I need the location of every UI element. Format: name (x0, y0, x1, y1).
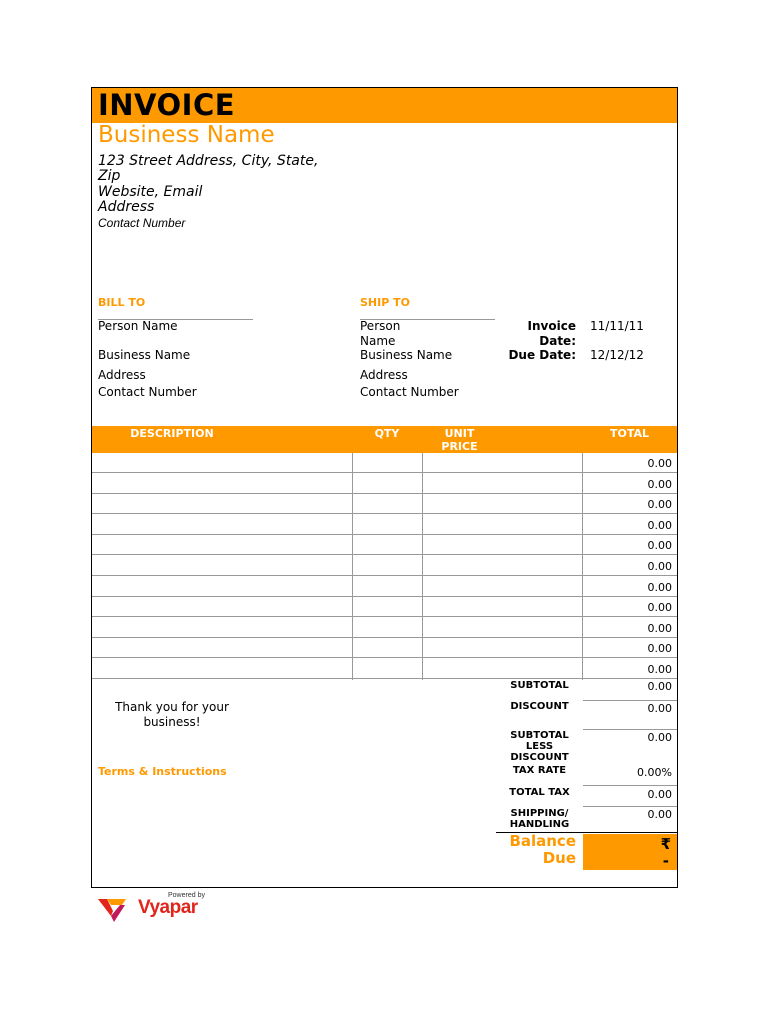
vyapar-mark-icon (98, 895, 128, 923)
table-row (92, 659, 677, 679)
bill-to-contact: Contact Number (98, 385, 197, 399)
table-row (92, 618, 677, 638)
due-date-label: Due Date: (508, 348, 576, 362)
subtotal-label: SUBTOTAL (510, 680, 569, 691)
row-total: 0.00 (647, 642, 672, 656)
balance-value: - (662, 852, 669, 870)
col-qty: QTY (374, 427, 400, 440)
subtotal-divider (583, 700, 677, 701)
website-line-2: Address (98, 199, 155, 215)
balance-label-2: Due (542, 849, 576, 867)
shipping-line-2: HANDLING (509, 819, 570, 830)
col-total: TOTAL (609, 427, 650, 440)
title-bar (92, 88, 677, 123)
table-row (92, 453, 677, 473)
row-total: 0.00 (647, 457, 672, 470)
shipping-line-1: SHIPPING/ (510, 808, 569, 819)
row-total: 0.00 (647, 663, 672, 676)
ship-to-person-1: Person (360, 319, 401, 333)
ship-to-business: Business Name (360, 348, 453, 362)
total-tax-label: TOTAL TAX (509, 787, 570, 798)
invoice-title: INVOICE (98, 88, 236, 122)
address-line-2: Zip (98, 168, 121, 184)
contact-number: Contact Number (98, 216, 186, 230)
table-row (92, 474, 677, 494)
discount-divider (583, 729, 677, 730)
row-total: 0.00 (647, 621, 672, 635)
col-unit-price-2: PRICE (441, 440, 478, 453)
tax-rate-divider (583, 785, 677, 786)
subtotal-less-line-1: SUBTOTAL (510, 730, 569, 741)
table-row (92, 556, 677, 576)
thank-you-line-2: business! (143, 715, 201, 729)
bill-to-label: BILL TO (98, 296, 146, 309)
thank-you-line-1: Thank you for your (115, 700, 229, 714)
col-description: DESCRIPTION (130, 427, 214, 440)
bill-to-address: Address (98, 368, 146, 382)
discount-value: 0.00 (647, 702, 672, 715)
invoice-date: 11/11/11 (590, 319, 644, 333)
table-row (92, 515, 677, 535)
balance-label-1: Balance (509, 832, 576, 850)
tax-rate-label: TAX RATE (512, 765, 567, 776)
row-total: 0.00 (647, 477, 672, 491)
qty-column-divider (352, 453, 353, 680)
table-row (92, 577, 677, 597)
table-row (92, 535, 677, 555)
powered-by-text: Powered by (168, 892, 205, 899)
table-row (92, 638, 677, 658)
row-total: 0.00 (647, 601, 672, 615)
row-total: 0.00 (647, 539, 672, 553)
ship-to-person-2: Name (360, 334, 396, 348)
invoice-sheet (91, 87, 678, 888)
table-row (92, 494, 677, 514)
row-total: 0.00 (647, 560, 672, 573)
tax-rate-value: 0.00% (637, 766, 672, 779)
currency-symbol: ₹ (660, 835, 671, 853)
balance-due-label (496, 833, 576, 867)
subtotal-less-discount-value: 0.00 (647, 731, 672, 744)
ship-to-contact: Contact Number (360, 385, 459, 399)
invoice-date-label-1: Invoice (527, 319, 576, 333)
address-line-1: 123 Street Address, City, State, (98, 153, 319, 169)
subtotal-less-discount-label (502, 730, 577, 763)
terms-label: Terms & Instructions (98, 765, 227, 778)
thank-you-note (92, 700, 252, 730)
due-date: 12/12/12 (590, 348, 644, 362)
subtotal-value: 0.00 (647, 680, 672, 693)
col-unit-price-1: UNIT (444, 427, 475, 440)
bill-to-business: Business Name (98, 348, 191, 362)
bill-to-person: Person Name (98, 319, 178, 333)
ship-to-address: Address (360, 368, 408, 382)
total-tax-value: 0.00 (647, 788, 672, 801)
vyapar-wordmark: Vyapar (138, 897, 198, 918)
total-column-divider (582, 453, 583, 680)
business-name: Business Name (98, 122, 275, 148)
vyapar-logo (98, 892, 228, 924)
total-tax-divider (583, 806, 677, 807)
invoice-date-label-2: Date: (539, 334, 576, 348)
row-total: 0.00 (647, 580, 672, 594)
subtotal-less-line-3: DISCOUNT (510, 752, 569, 763)
row-total: 0.00 (647, 498, 672, 512)
table-header (92, 426, 677, 453)
balance-box (583, 834, 677, 870)
ship-to-label: SHIP TO (360, 296, 410, 309)
row-total: 0.00 (647, 518, 672, 532)
website-line-1: Website, Email (98, 184, 203, 200)
price-column-divider (422, 453, 423, 680)
shipping-value: 0.00 (647, 808, 672, 821)
discount-label: DISCOUNT (510, 701, 569, 712)
table-row (92, 597, 677, 617)
shipping-label (502, 808, 577, 830)
subtotal-less-line-2: LESS (525, 741, 554, 752)
